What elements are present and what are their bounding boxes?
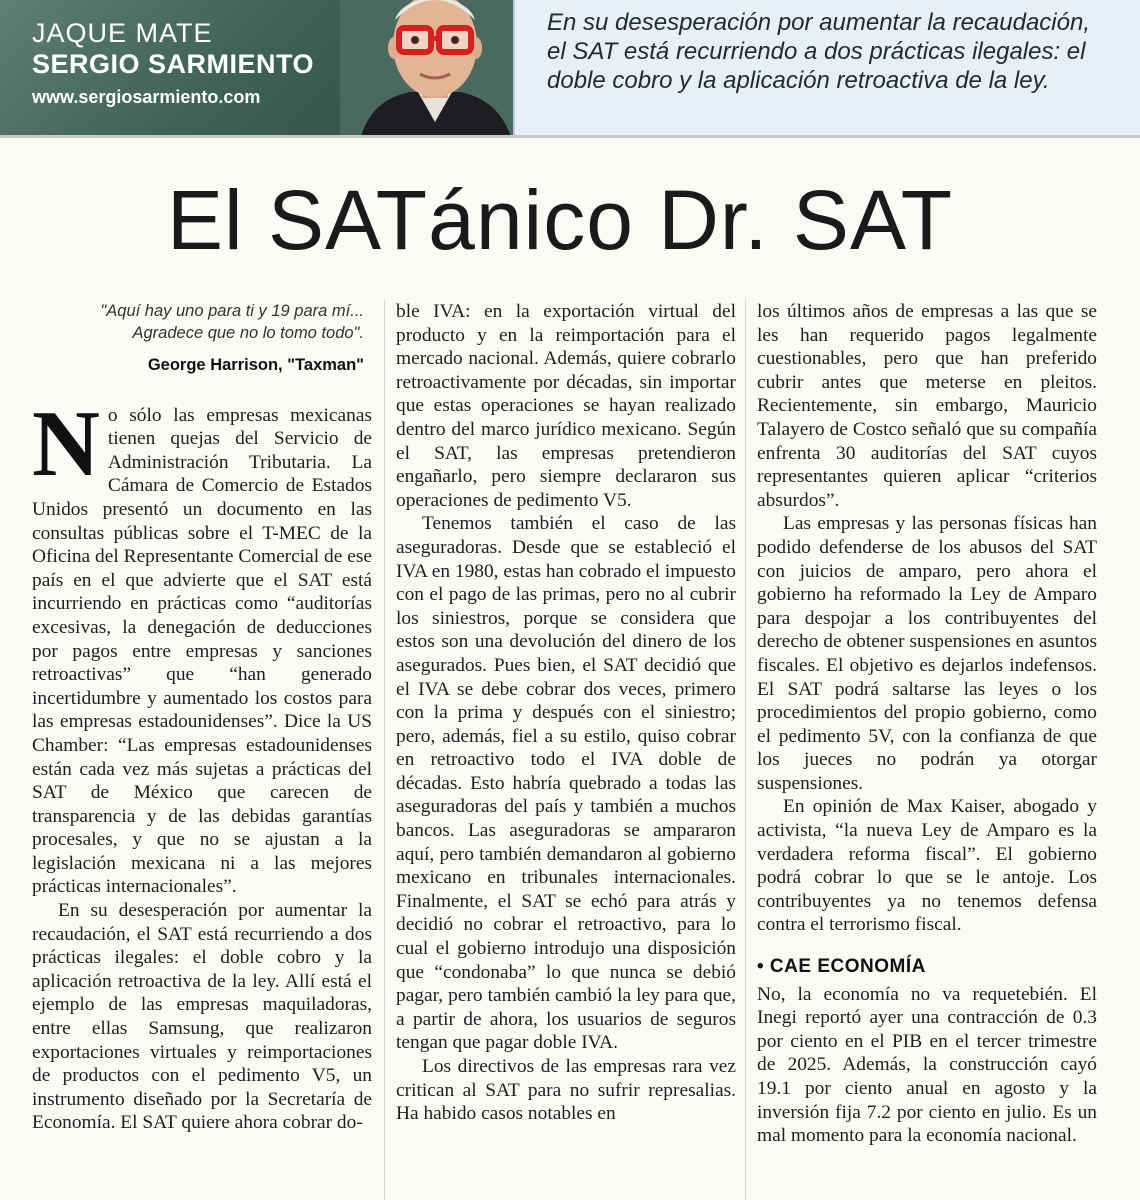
article-column-1 (32, 300, 372, 1135)
column-brand-panel (0, 0, 513, 135)
column-divider (384, 300, 385, 1200)
author-website: www.sergiosarmiento.com (32, 87, 261, 107)
article-paragraph: los últimos años de empresas a las que se les han requerido pagos legalmente cuestionables, pero que han preferido cubrir antes que meterse en pleitos. Recientemente, sin embargo, Mauricio Talayero de Costco señaló que su compañía enfrenta 30 auditorías del SAT cuyos representantes quieren aplicar “criterios absurdos”. (757, 301, 1097, 511)
teaser-box (513, 0, 1140, 135)
article-paragraph: En opinión de Max Kaiser, abogado y activista, “la nueva Ley de Amparo es la verdadera reforma fiscal”. El gobierno podrá cobrar lo que se le antoje. Los contribuyentes ya no tenemos defensa contra el terrorismo fiscal. (757, 796, 1097, 936)
article-column-2 (396, 300, 736, 1126)
article-paragraph: No, la economía no va requetebién. El Inegi reportó ayer una contracción de 0.3 por ciento en el PIB en el tercer trimestre de 2025. Además, la construcción cayó 19.1 por ciento anual en agosto y la inversión fija 7.2 por ciento en julio. Es un mal momento para la economía nacional. (757, 983, 1097, 1147)
paragraph-text: o sólo las empresas mexicanas tienen quejas del Servicio de Administración Tributaria. La Cámara de Comercio de Estados Unidos presentó un documento en las consultas públicas sobre el T-MEC de la Oficina del Representante Comercial de ese país en el que advierte que el SAT está incurriendo en prácticas como “auditorías excesivas, la denegación de deducciones por pagos entre empresas y sanciones retroactivas” que “han generado incertidumbre y aumentado los costos para las empresas estadounidenses”. Dice la US Chamber: “Las empresas estadounidenses están cada vez más sujetas a prácticas del SAT de México que carecen de transparencia y de las debidas garantías procesales, y que no se ajustan a la legislación mexicana ni a las mejores prácticas internacionales”. (32, 404, 372, 898)
article-paragraph: En su desesperación por aumentar la recaudación, el SAT está recurriendo a dos prácticas ilegales: el doble cobro y la aplicación retroactiva de la ley. Allí está el ejemplo de las empresas maquiladoras, entre ellas Samsung, que realizaron exportaciones virtuales y reimportaciones de productos con el pedimento V5, un instrumento diseñado por la Secretaría de Economía. El SAT quiere ahora cobrar do- (32, 900, 372, 1134)
epigraph-quote: "Aquí hay uno para ti y 19 para mí... Agradece que no lo tomo todo". (100, 302, 364, 342)
section-heading: • CAE ECONOMÍA (757, 956, 926, 978)
article-column-3 (757, 300, 1097, 1148)
article-paragraph: ble IVA: en la exportación virtual del producto y en la reimportación para el mercado nacional. Además, quiere cobrarlo retroactivamente por décadas, sin importar que estas operaciones se hayan realizado dentro del marco jurídico mexicano. Según el SAT, las empresas pretendieron engañarlo, pero siempre declararon sus operaciones de pedimento V5. (396, 301, 736, 511)
drop-cap: N (32, 391, 100, 496)
article-paragraph (32, 391, 372, 899)
epigraph-author: George Harrison, "Taxman" (147, 356, 364, 374)
article-paragraph: Los directivos de las empresas rara vez critican al SAT para no sufrir represalias. Ha habido casos notables en (396, 1056, 736, 1125)
author-name: SERGIO SARMIENTO (32, 49, 315, 79)
article-paragraph: Las empresas y las personas físicas han podido defenderse de los abusos del SAT con juicios de amparo, pero ahora el gobierno ha reformado la Ley de Amparo para despojar a los contribuyentes del derecho de obtener suspensiones en asuntos fiscales. El objetivo es dejarlos indefensos. El SAT podrá saltarse las leyes o los procedimientos del propio gobierno, como el pedimento 5V, con la confianza de que los jueces no podrán ya otorgar suspensiones. (757, 513, 1097, 794)
column-name: JAQUE MATE (32, 18, 213, 48)
column-divider (745, 300, 746, 1200)
header-divider (0, 135, 1140, 138)
article-title: El SATánico Dr. SAT (166, 173, 954, 267)
article-paragraph: Tenemos también el caso de las aseguradoras. Desde que se estableció el IVA en 1980, estas han cobrado el impuesto con el pago de las primas, pero no al cubrir los siniestros, porque se considera que estos son una devolución del dinero de los asegurados. Pues bien, el SAT decidió que el IVA se debe cobrar dos veces, primero con la prima y después con el siniestro; pero, además, fiel a su estilo, quiso cobrar en retroactivo todo el IVA doble de décadas. Esto habría quebrado a todas las aseguradoras del país y también a muchos bancos. Las aseguradoras se ampararon aquí, pero también demandaron al gobierno mexicano en tribunales internacionales. Finalmente, el SAT se echó para atrás y decidió no cobrar el retroactivo, para lo cual el gobierno introdujo una disposición que “condonaba” lo que nunca se debió pagar, pero también cambió la ley para que, a partir de ahora, los usuarios de seguros tengan que pagar doble IVA. (396, 513, 736, 1054)
author-portrait (340, 0, 513, 135)
brand-text (32, 18, 314, 108)
column-header (0, 0, 1140, 135)
teaser-text: En su desesperación por aumentar la recaudación, el SAT está recurriendo a dos prácticas ilegales: el doble cobro y la aplicación retroactiva de la ley. (547, 9, 1090, 94)
